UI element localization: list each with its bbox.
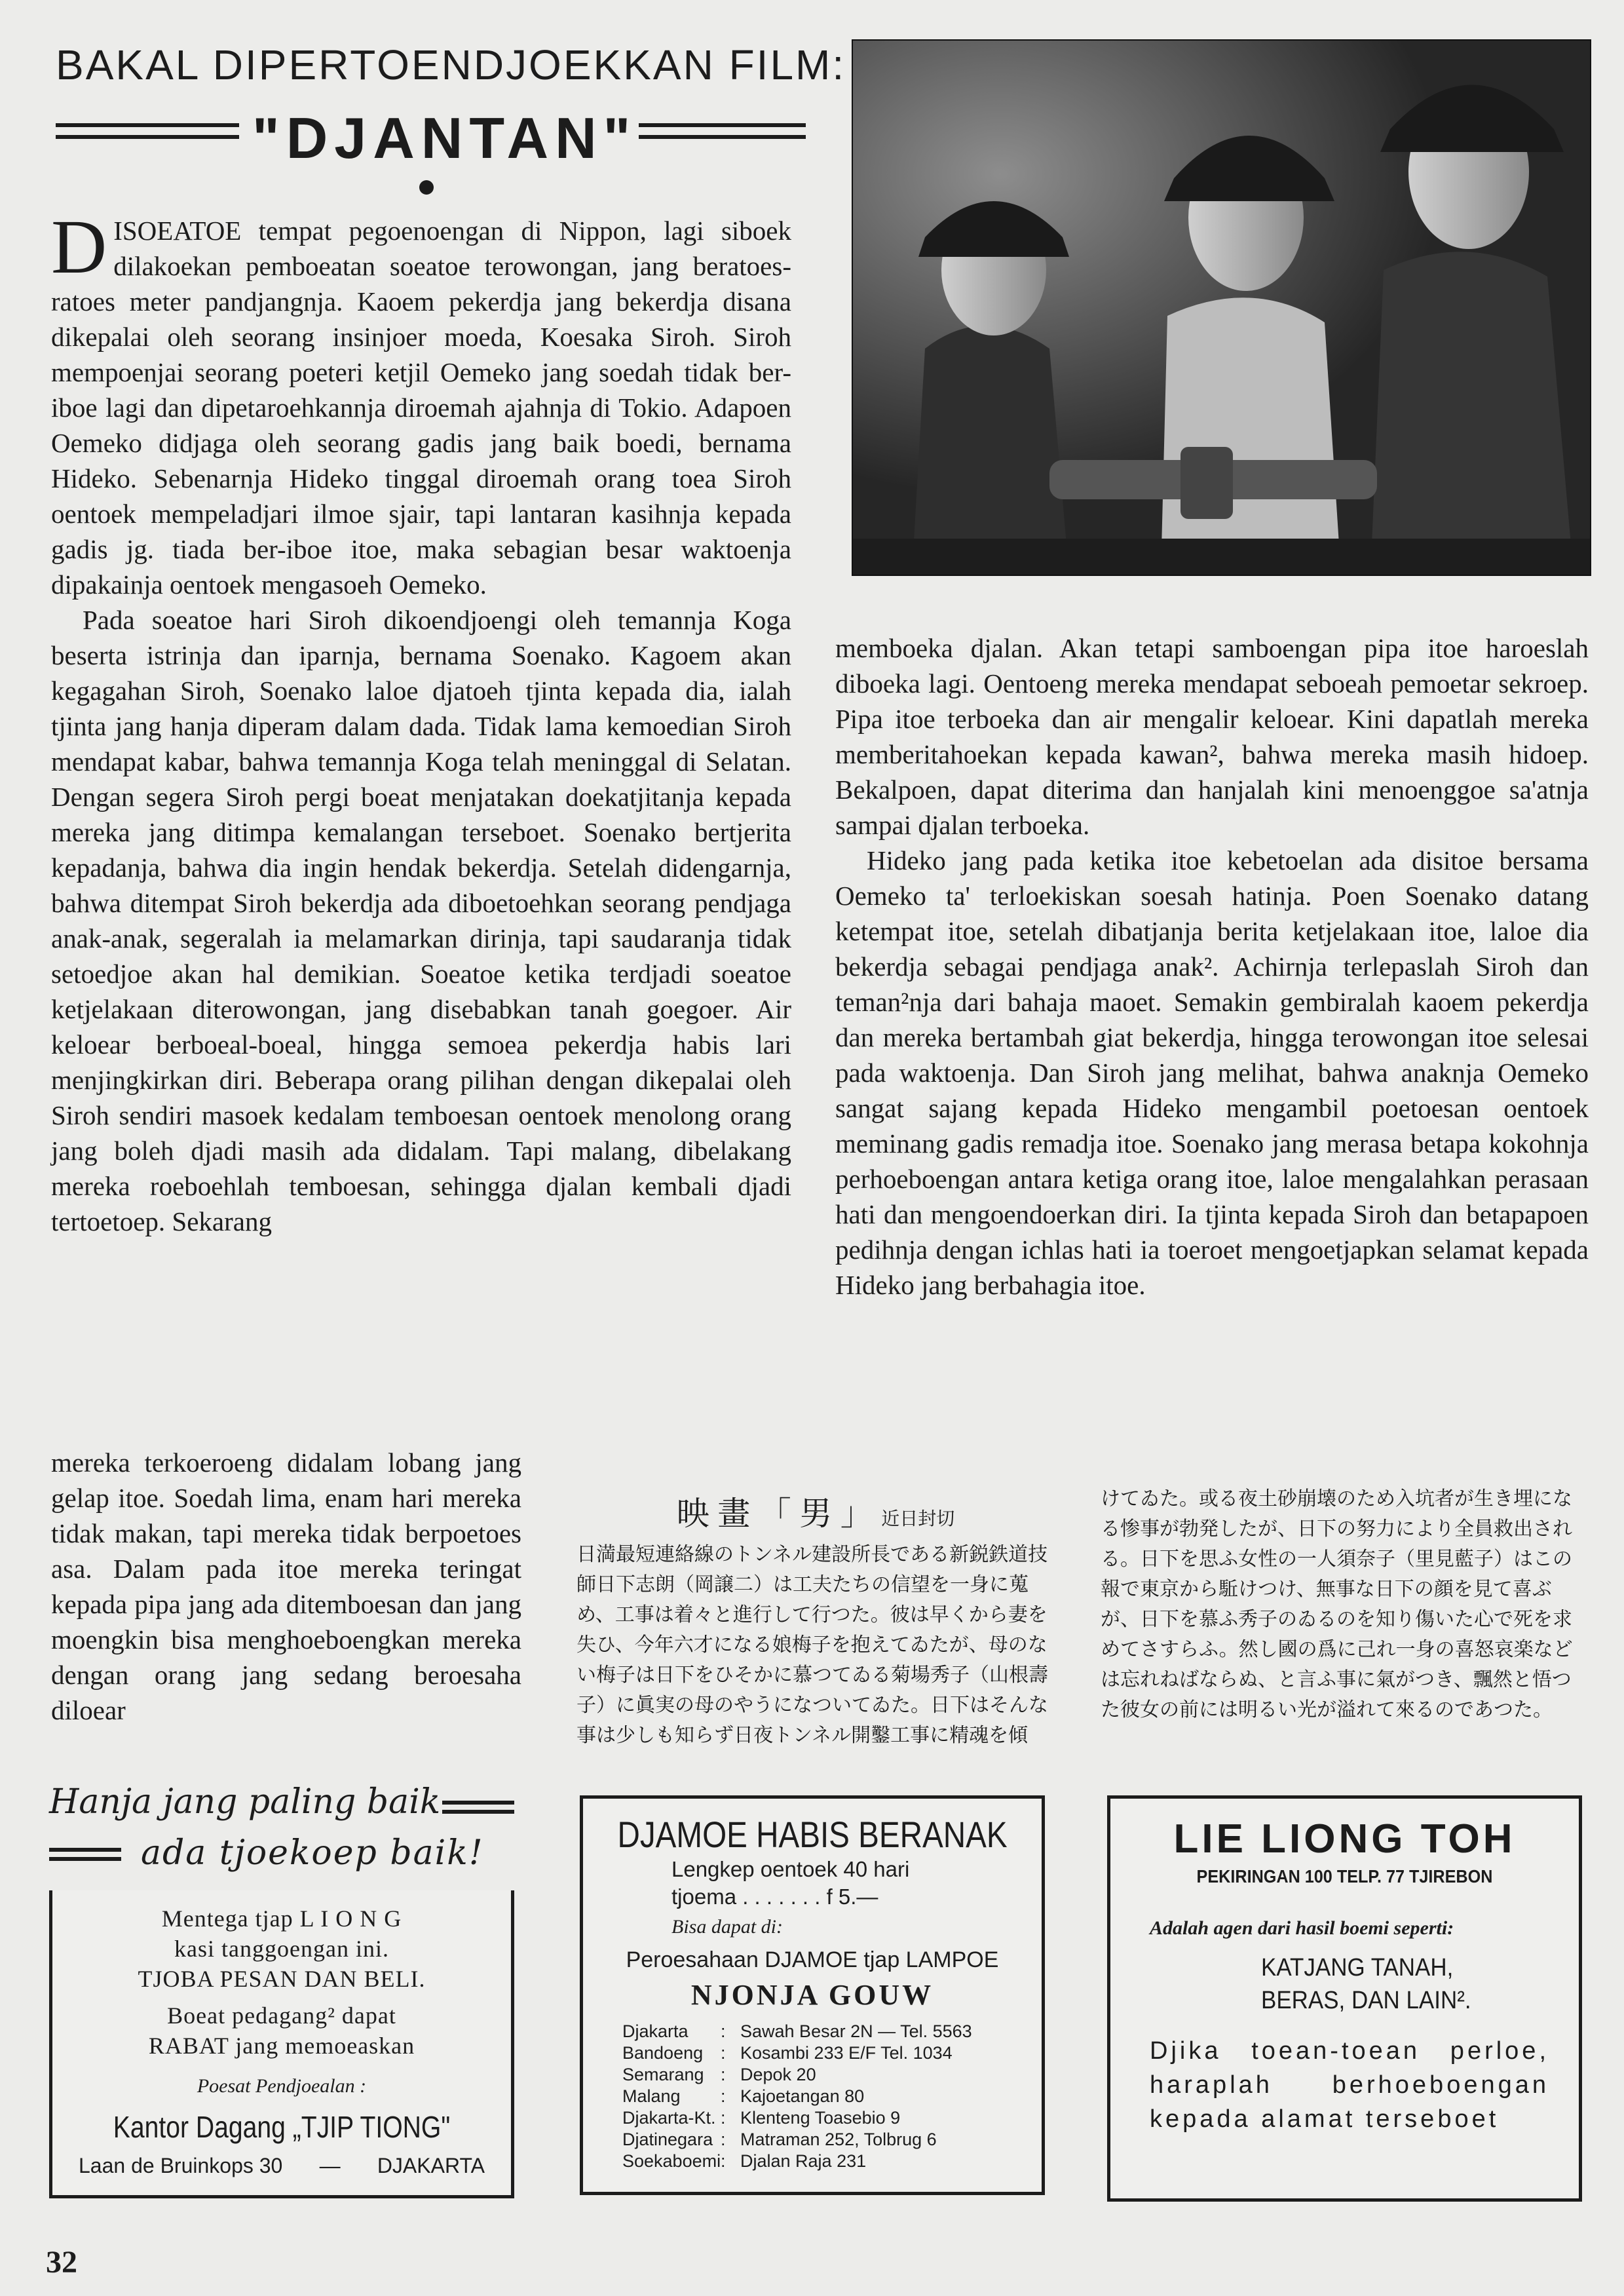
title-rule-right (639, 123, 806, 151)
article-narrow-column (51, 1445, 521, 1728)
ad-company-name: Kantor Dagang „TJIP TIONG" (113, 2110, 451, 2144)
article-kicker: BAKAL DIPERTOENDJOEKKAN FILM: (56, 41, 846, 88)
ad-djamoe (580, 1795, 1045, 2195)
address-row: Bandoeng : Kosambi 233 E/F Tel. 1034 (622, 2043, 953, 2063)
address-row: Malang : Kajoetangan 80 (622, 2086, 865, 2106)
address-row: Semarang : Depok 20 (622, 2065, 816, 2084)
ad-sales-label: Poesat Pendjoealan : (197, 2075, 367, 2097)
ad-dash: — (319, 2154, 341, 2177)
address-row: Djakarta : Sawah Besar 2N — Tel. 5563 (622, 2021, 972, 2041)
ad-city: DJAKARTA (377, 2154, 485, 2177)
japanese-summary-heading (576, 1487, 1055, 1535)
title-row (56, 105, 806, 170)
ad-djamoe-owner: NJONJA GOUW (690, 1979, 934, 2011)
film-title: "DJANTAN" (252, 105, 637, 170)
ad-djamoe-line: Lengkep oentoek 40 hari (671, 1857, 910, 1881)
ad-address: Laan de Bruinkops 30 (79, 2154, 283, 2177)
ad-slogan-rule (442, 1801, 514, 1814)
article-paragraph: memboeka djalan. Akan tetapi samboengan pipa itoe haroeslah diboeka lagi. Oentoeng mereka mendapat seboeah pemoetar sekroep. Pipa itoe terboeka dan air mengalir keloear. Kini dapatlah mereka memberitahoekan kepada kawan², bahwa mereka masih hidoep. Bekalpoen, dapat diterima dan hanjalah kini menoenggoe sa'atnja sampai djalan terboeka. (835, 633, 1589, 840)
ad-line: Boeat pedagang² dapat (167, 2002, 396, 2029)
ad-djamoe-where: Bisa dapat di: (671, 1916, 783, 1938)
ad-djamoe-line: tjoema . . . . . . . f 5.— (671, 1885, 878, 1909)
ad-liong-butter (49, 1782, 518, 2202)
address-row: Soekaboemi : Djalan Raja 231 (622, 2151, 867, 2171)
photo-illustration (853, 41, 1590, 575)
address-row: Djakarta-Kt. : Klenteng Toasebio 9 (622, 2108, 901, 2128)
drop-cap: D (51, 204, 107, 290)
japanese-title: 映 畫 「 男 」 (676, 1495, 873, 1532)
article-paragraph: Hideko jang pada ketika itoe kebetoelan ada disitoe bersama Oemeko ta' terloekiskan soesah hatinja. Poen Soenako datang ketempat itoe, setelah dibatjanja berita ketjelakaan itoe, laloe dia bekerdja sebagai pendjaga anak². Achirnja terlepaslah Siroh dan teman²nja dari bahaja maoet. Semakin gembiralah kaoem pekerdja dan mereka bertambah giat bekerdja, hingga terowongan itoe selesai pada waktoenja. Dan Siroh jang melihat, bahwa anaknja Oemeko sangat sajang kepada Hideko mengambil poetoesan oentoek meminang gadis remadja itoe. Soenako jang merasa betapa kokohnja perhoeboengan antara ketiga orang itoe, laloe mengalahkan perasaan hati dan mengoendoerkan diri. Ia tjinta kepada Siroh dan betapapoen pedihnja dengan ichlas hati ia toeroet mengoetjapkan selamat kepada Hideko jang berbahagia itoe. (835, 845, 1589, 1300)
ad-slogan-line2: ada tjoekoep baik! (141, 1833, 484, 1873)
film-still-photo (852, 39, 1591, 576)
ad-line: Mentega tjap L I O N G (161, 1905, 402, 1932)
ad-slogan-line1: Hanja jang paling baik (49, 1782, 441, 1822)
article-left-column (51, 204, 791, 1239)
japanese-summary-col2: けてゐた。或る夜土砂崩壊のため入坑者が生き埋になる惨事が勃発したが、日下の努力により全員救出される。日下を思ふ女性の一人須奈子（里見藍子）はこの報で東京から駈けつけ、無事な日下の顔を見て喜ぶが、日下を慕ふ秀子のゐるのを知り傷いた心で死を求めてさすらふ。然し國の爲に己れ一身の喜怒哀楽などは忘れねばならぬ、と言ふ事に氣がつき、飄然と悟つた彼女の前には明るい光が溢れて來るのであつた。 (1101, 1488, 1573, 1721)
article-paragraph: Pada soeatoe hari Siroh dikoendjoengi oleh temannja Koga beserta istrinja dan iparnja, bernama Soenako. Kagoem akan kegagahan Siroh, Soenako laloe djatoeh tjinta kepada dia, ialah tjinta jang hanja diperam dalam dada. Tidak lama kemoedian Siroh mendapat kabar, bahwa temannja Koga telah meninggal di Selatan. Dengan segera Siroh pergi boeat menjatakan doekatjitanja kepada mereka jang ditimpa kemalangan terseboet. Soenako bertjerita kepadanja, bahwa dia ingin hendak bekerdja. Setelah didengarnja, bahwa ditempat Siroh bekerdja ada diboetoehkan seorang pendjaga anak-anak, segeralah ia melamarkan dirinja, tapi saudaranja tidak setoedjoe akan hal demikian. Soeatoe ketika terdjadi soeatoe ketjelakaan diterowongan, jang disebabkan tanah goegoer. Air keloear berboeal-boeal, hingga semoea pekerdja habis lari menjingkirkan diri. Beberapa orang pilihan dengan dikepalai oleh Siroh sendiri masoek kedalam temboesan oentoek menolong orang jang boleh djadi masih ada didalam. Tapi malang, dibelakang mereka roeboehlah temboesan, sehingga djalan kembali djadi tertoetoep. Sekarang (51, 605, 791, 1236)
ad-djamoe-company: Peroesahaan DJAMOE tjap LAMPOE (626, 1947, 999, 1972)
title-rule-left (56, 123, 239, 151)
ad-lie-liong-toh (1107, 1795, 1582, 2202)
japanese-title-note: 近日封切 (881, 1509, 955, 1529)
ad-lie-product: BERAS, DAN LAIN². (1261, 1987, 1471, 2014)
ad-lie-title: LIE LIONG TOH (1173, 1816, 1516, 1862)
ad-line: RABAT jang memoeaskan (148, 2033, 415, 2059)
ad-lie-address: PEKIRINGAN 100 TELP. 77 TJIREBON (1196, 1866, 1493, 1886)
ad-lie-product: KATJANG TANAH, (1261, 1954, 1454, 1981)
article-right-column (835, 630, 1589, 1303)
ad-line: kasi tanggoengan ini. (174, 1936, 389, 1962)
article-paragraph: mereka terkoeroeng didalam lobang jang gelap itoe. Soedah lima, enam hari mereka tidak makan, tapi mereka tidak berpoetoes asa. Dalam pada itoe mereka teringat kepada pipa jang ada ditemboesan dan jang moengkin bisa menghoeboengkan mereka dengan orang jang sedang beroesaha diloear (51, 1447, 521, 1725)
ad-line: TJOBA PESAN DAN BELI. (138, 1966, 426, 1992)
ad-lie-footer: Djika toean-toean perloe, haraplah berhoeboengan kepada alamat terseboet (1150, 2037, 1549, 2133)
ornament-dot (419, 180, 434, 195)
ad-slogan-rule (49, 1848, 121, 1861)
ad-liong-body (49, 1890, 514, 2198)
ad-address-line (79, 2154, 485, 2178)
address-row: Djatinegara : Matraman 252, Tolbrug 6 (622, 2130, 937, 2149)
page-number: 32 (46, 2245, 77, 2280)
ad-lie-agent: Adalah agen dari hasil boemi seperti: (1150, 1917, 1454, 1939)
ad-djamoe-addresses (622, 2021, 1042, 2172)
japanese-summary-col1: 日満最短連絡線のトンネル建設所長である新鋭鉄道技師日下志朗（岡譲二）は工夫たちの信望を一身に蒐め、工事は着々と進行して行つた。彼は早くから妻を失ひ、今年六才になる娘梅子を抱えてゐたが、母のない梅子は日下をひそかに慕つてゐる菊場秀子（山根壽子）に眞実の母のやうになついてゐた。日下はそんな事は少しも知らず日夜トンネル開鑿工事に精魂を傾 (576, 1544, 1048, 1746)
article-paragraph: DISOEATOE tempat pegoenoengan di Nippon, lagi siboek dilakoekan pemboeatan soeatoe terowongan, jang beratoes-ratoes meter pandjangnja. Kaoem pekerdja jang bekerdja disana dikepalai oleh seorang insinjoer moeda, Koesaka Siroh. Siroh mempoenjai seorang poeteri ketjil Oemeko jang soedah tidak ber-iboe lagi dan dipetaroehkannja diroemah ajahnja di Tokio. Adapoen Oemeko didjaga oleh seorang gadis jang baik boedi, bernama Hideko. Sebenarnja Hideko tinggal diroemah orang toea Siroh oentoek mempeladjari ilmoe sjair, tapi lantaran kasihnja kepada gadis jg. tiada ber-iboe itoe, maka sebagian besar waktoenja dipakainja oentoek mengasoeh Oemeko. (51, 204, 791, 600)
ad-djamoe-title: DJAMOE HABIS BERANAK (617, 1814, 1008, 1855)
